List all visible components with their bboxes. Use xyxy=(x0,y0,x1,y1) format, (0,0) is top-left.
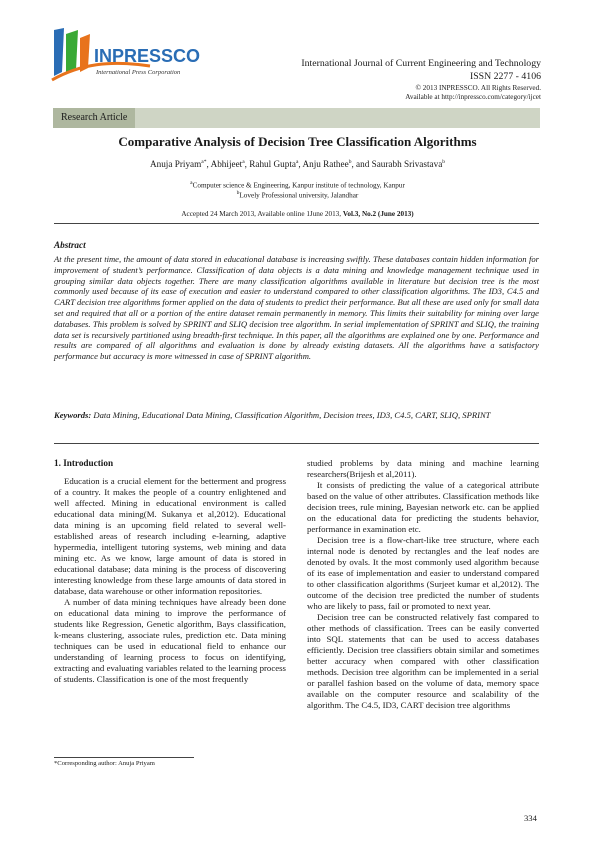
keywords-label: Keywords: xyxy=(54,410,92,420)
paragraph: A number of data mining techniques have already been done on educational data mining to improve the performance of students like Regression, Genetic algorithm, Bays classification, k-means clustering, associate rules, prediction etc. Data mining techniques can be used in educational field to enhance our understanding of learning process to focus on identifying, extracting and evaluating variables related to the learning process of students. Classification is one of the most frequently xyxy=(54,597,286,684)
keywords xyxy=(54,410,539,421)
abstract-heading: Abstract xyxy=(54,240,86,250)
journal-name: International Journal of Current Engineering and Technology xyxy=(301,58,541,69)
author-name: Saurabh Srivastava xyxy=(371,159,443,170)
body-column-left xyxy=(54,458,286,685)
inpressco-logo xyxy=(50,20,220,92)
author-name: Rahul Gupta xyxy=(249,159,296,170)
paragraph: Education is a crucial element for the betterment and progress of a country. It makes the people of a country enlightened and well affected. Mining in educational environment is called educational data mining(M. Sukanya et al,2012). Educational data mining is an upcoming field related to several well-established areas of research including e-learning, adaptive hypermedia, intelligent tutoring systems, web mining and data mining etc. As we know, large amount of data is stored in educational database; data mining is the process of discovering interesting knowledge from these large amounts of data stored in database, data warehouse or other information repositories. xyxy=(54,476,286,596)
divider xyxy=(54,443,539,444)
keywords-text: Data Mining, Educational Data Mining, Classification Algorithm, Decision trees, ID3, C4.5, CART, SLIQ, SPRINT xyxy=(93,410,491,420)
affiliation: $^a$Computer science & Engineering, Kanpur institute of technology, Kanpur xyxy=(190,180,405,190)
copyright: © 2013 INPRESSCO. All Rights Reserved. xyxy=(415,84,541,92)
article-type-band xyxy=(53,108,540,128)
footnote: *Corresponding author: Anuja Priyam xyxy=(54,760,155,767)
footnote-divider xyxy=(54,757,194,758)
availability-link[interactable]: Available at http://inpressco.com/category/ijcet xyxy=(405,93,541,101)
page-number: 334 xyxy=(524,813,537,823)
abstract-text: At the present time, the amount of data stored in educational database is increasing swiftly. These databases contain hidden information for improvement of student’s performance. Classification of data objects is a data mining and knowledge management technique used in grouping similar data objects together. There are many classification algorithms available in literature but decision tree is the most commonly used because of its ease of execution and easier to understand compared to other classification algorithms. The ID3, C4.5 and CART decision tree algorithms former applied on the data of students to predict their performance. But all these are used only for small data set and required that all or a portion of the entire dataset remain permanently in memory. This limits their suitability for mining over large databases. This problem is solved by SPRINT and SLIQ decision tree algorithm. In serial implementation of SPRINT and SLIQ, the training data set is recursively partitioned using breadth-first technique. In this paper, all the algorithms are explained one by one. Performance and results are compared of all algorithms and evaluation is done by already existing datasets. All the algorithms have a satisfactory performance but accuracy is more witnessed in case of SPRINT algorithm. xyxy=(54,254,539,362)
logo-tagline: International Press Corporation xyxy=(96,69,181,76)
paragraph: studied problems by data mining and machine learning researchers(Brijesh et al,2011). xyxy=(307,458,539,479)
paper-title: Comparative Analysis of Decision Tree Classification Algorithms xyxy=(118,134,477,149)
paragraph: Decision tree can be constructed relatively fast compared to other methods of classification. Trees can be easily converted into SQL statements that can be used to access databases efficiently. Decision tree classifiers obtain similar and sometimes better accuracy when compared with other classification methods. Decision tree algorithm can be implemented in a serial or parallel fashion based on the volume of data, memory space available on the computer resource and scalability of the algorithm. The C4.5, ID3, CART decision tree algorithms xyxy=(307,612,539,710)
affiliation: $^b$Lovely Professional university, Jalandhar xyxy=(236,190,359,200)
publication-dates: Accepted 24 March 2013, Available online 1June 2013, Vol.3, No.2 (June 2013) xyxy=(181,210,414,218)
author-name: Abhijeet xyxy=(210,159,243,170)
divider xyxy=(54,223,539,224)
body-column-right xyxy=(307,458,539,711)
volume-info: Vol.3, No.2 (June 2013) xyxy=(342,210,414,218)
author-name: Anju Rathee xyxy=(302,159,349,170)
issn: ISSN 2277 - 4106 xyxy=(469,71,541,82)
author-name: Anuja Priyam xyxy=(149,159,202,170)
article-type-label: Research Article xyxy=(53,108,135,128)
logo-wordmark: INPRESSCO xyxy=(94,46,201,66)
author-list: Anuja Priyam$^{a*}$, Abhijeet$^a$, Rahul Gupta$^a$, Anju Rathee$^b$, and Saurabh Srivastava$^b$ xyxy=(149,159,446,170)
paragraph: Decision tree is a flow-chart-like tree structure, where each internal node is denoted by rectangles and the leaf nodes are denoted by ovals. It the most commonly used algorithm because of its ease of implementation and easier to understand compared to other classification algorithms (Surjeet kumar et al,2012). The outcome of the decision tree predicted the number of students who are likely to pass, fail or promoted to next year. xyxy=(307,535,539,611)
section-heading: 1. Introduction xyxy=(54,458,114,468)
paragraph: It consists of predicting the value of a categorical attribute based on the value of other attributes. Classification methods like decision trees, rule mining, Bayesian network etc. can be applied on the educational data for predicting the students behavior, performance in examination etc. xyxy=(307,480,539,534)
